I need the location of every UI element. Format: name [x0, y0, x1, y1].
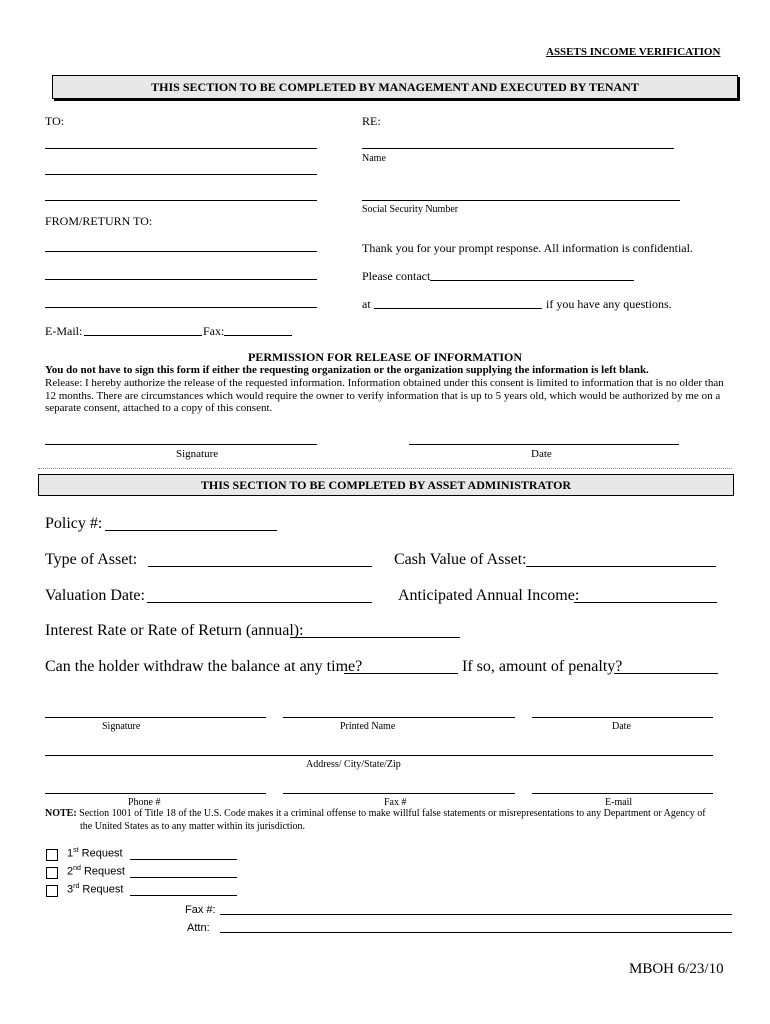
- interest-rate-label: Interest Rate or Rate of Return (annual):: [45, 622, 304, 639]
- valuation-date-line[interactable]: [147, 602, 372, 603]
- policy-label: Policy #:: [45, 515, 103, 532]
- admin-signature-line[interactable]: [45, 717, 266, 718]
- admin-printed-name-line[interactable]: [283, 717, 515, 718]
- release-text: Release: I hereby authorize the release of the requested information. Information obtained under this consent is limited to information that is no older than 12 months. There are circumstances which would require the owner to verify information that is up to 5 years old, which would be authorized by me on a separate consent, attached to a copy of this consent.: [45, 377, 724, 414]
- legal-note: [45, 808, 735, 819]
- annual-income-label: Anticipated Annual Income:: [398, 587, 580, 604]
- type-of-asset-label: Type of Asset:: [45, 551, 138, 568]
- from-label: FROM/RETURN TO:: [45, 214, 153, 228]
- section-1-banner-text: THIS SECTION TO BE COMPLETED BY MANAGEMENT AND EXECUTED BY TENANT: [151, 80, 639, 94]
- note-label: NOTE:: [45, 808, 77, 819]
- ssn-line[interactable]: [362, 200, 680, 201]
- interest-rate-line[interactable]: [290, 637, 460, 638]
- admin-printed-name-label: Printed Name: [340, 721, 396, 732]
- request-1-sup: st: [73, 847, 79, 854]
- withdraw-label: Can the holder withdraw the balance at any time?: [45, 658, 363, 675]
- name-line[interactable]: [362, 148, 674, 149]
- name-label: Name: [362, 153, 386, 164]
- from-line-3[interactable]: [45, 307, 317, 308]
- to-label: TO:: [45, 114, 65, 128]
- form-title: ASSETS INCOME VERIFICATION: [546, 46, 721, 58]
- please-contact-label: Please contact: [362, 269, 431, 283]
- admin-email-label: E-mail: [605, 797, 633, 808]
- note-text-2: the United States as to any matter within its jurisdiction.: [80, 821, 305, 832]
- admin-fax-line[interactable]: [283, 793, 515, 794]
- form-code: MBOH 6/23/10: [629, 961, 724, 977]
- fax-line[interactable]: [224, 335, 292, 336]
- re-label: RE:: [362, 114, 381, 128]
- fax-label: Fax:: [203, 324, 225, 338]
- request-2-line[interactable]: [130, 877, 237, 878]
- contact-name-line[interactable]: [430, 280, 634, 281]
- permission-title: PERMISSION FOR RELEASE OF INFORMATION: [247, 350, 523, 364]
- to-line-3[interactable]: [45, 200, 317, 201]
- permission-note: You do not have to sign this form if either the requesting organization or the organization supplying the information is left blank.: [45, 364, 649, 376]
- request-2-sup: nd: [73, 865, 81, 872]
- admin-phone-line[interactable]: [45, 793, 266, 794]
- section-2-banner-text: THIS SECTION TO BE COMPLETED BY ASSET ADMINISTRATOR: [200, 478, 572, 492]
- request-1-line[interactable]: [130, 859, 237, 860]
- permission-date-label: Date: [531, 448, 552, 460]
- footer-fax-label: Fax #:: [185, 904, 216, 916]
- request-3-line[interactable]: [130, 895, 237, 896]
- admin-date-line[interactable]: [532, 717, 713, 718]
- admin-email-line[interactable]: [532, 793, 713, 794]
- request-1-checkbox[interactable]: [46, 849, 58, 861]
- cash-value-label: Cash Value of Asset:: [394, 551, 527, 568]
- from-line-1[interactable]: [45, 251, 317, 252]
- permission-date-line[interactable]: [409, 444, 679, 445]
- cash-value-line[interactable]: [526, 566, 716, 567]
- admin-phone-label: Phone #: [128, 797, 161, 808]
- request-2-checkbox[interactable]: [46, 867, 58, 879]
- admin-fax-label: Fax #: [384, 797, 407, 808]
- admin-address-line[interactable]: [45, 755, 713, 756]
- email-line[interactable]: [84, 335, 202, 336]
- footer-attn-label: Attn:: [187, 922, 210, 934]
- contact-phone-line[interactable]: [374, 308, 542, 309]
- request-3-num: 3: [67, 883, 74, 896]
- annual-income-line[interactable]: [574, 602, 717, 603]
- section-divider: [38, 468, 732, 469]
- request-3-text: Request: [82, 883, 124, 896]
- note-text: Section 1001 of Title 18 of the U.S. Code makes it a criminal offense to make willful false statements or misrepresentations to any Department or Agency of: [79, 808, 706, 819]
- permission-signature-line[interactable]: [45, 444, 317, 445]
- to-line-2[interactable]: [45, 174, 317, 175]
- email-label: E-Mail:: [45, 324, 83, 338]
- request-1-num: 1: [67, 847, 74, 860]
- penalty-label: If so, amount of penalty?: [462, 658, 623, 675]
- policy-line[interactable]: [105, 530, 277, 531]
- permission-signature-label: Signature: [176, 448, 219, 460]
- section-2-banner: [38, 474, 734, 496]
- type-of-asset-line[interactable]: [148, 566, 372, 567]
- request-2-num: 2: [67, 865, 74, 878]
- request-3-label: [67, 883, 123, 896]
- ssn-label: Social Security Number: [362, 204, 459, 215]
- withdraw-line[interactable]: [344, 673, 458, 674]
- admin-address-label: Address/ City/State/Zip: [306, 759, 401, 770]
- section-1-banner: [52, 75, 738, 99]
- penalty-line[interactable]: [614, 673, 718, 674]
- request-2-text: Request: [83, 865, 125, 878]
- admin-signature-label: Signature: [102, 721, 141, 732]
- request-3-checkbox[interactable]: [46, 885, 58, 897]
- request-3-sup: rd: [73, 883, 80, 890]
- thank-you-text: Thank you for your prompt response. All information is confidential.: [362, 241, 693, 255]
- request-2-label: [67, 865, 125, 878]
- valuation-date-label: Valuation Date:: [45, 587, 145, 604]
- to-line-1[interactable]: [45, 148, 317, 149]
- from-line-2[interactable]: [45, 279, 317, 280]
- at-label: at: [362, 297, 371, 311]
- request-1-text: Request: [81, 847, 123, 860]
- questions-text: if you have any questions.: [546, 297, 672, 311]
- footer-attn-line[interactable]: [220, 932, 732, 933]
- footer-fax-line[interactable]: [220, 914, 732, 915]
- request-1-label: [67, 847, 123, 860]
- admin-date-label: Date: [612, 721, 631, 732]
